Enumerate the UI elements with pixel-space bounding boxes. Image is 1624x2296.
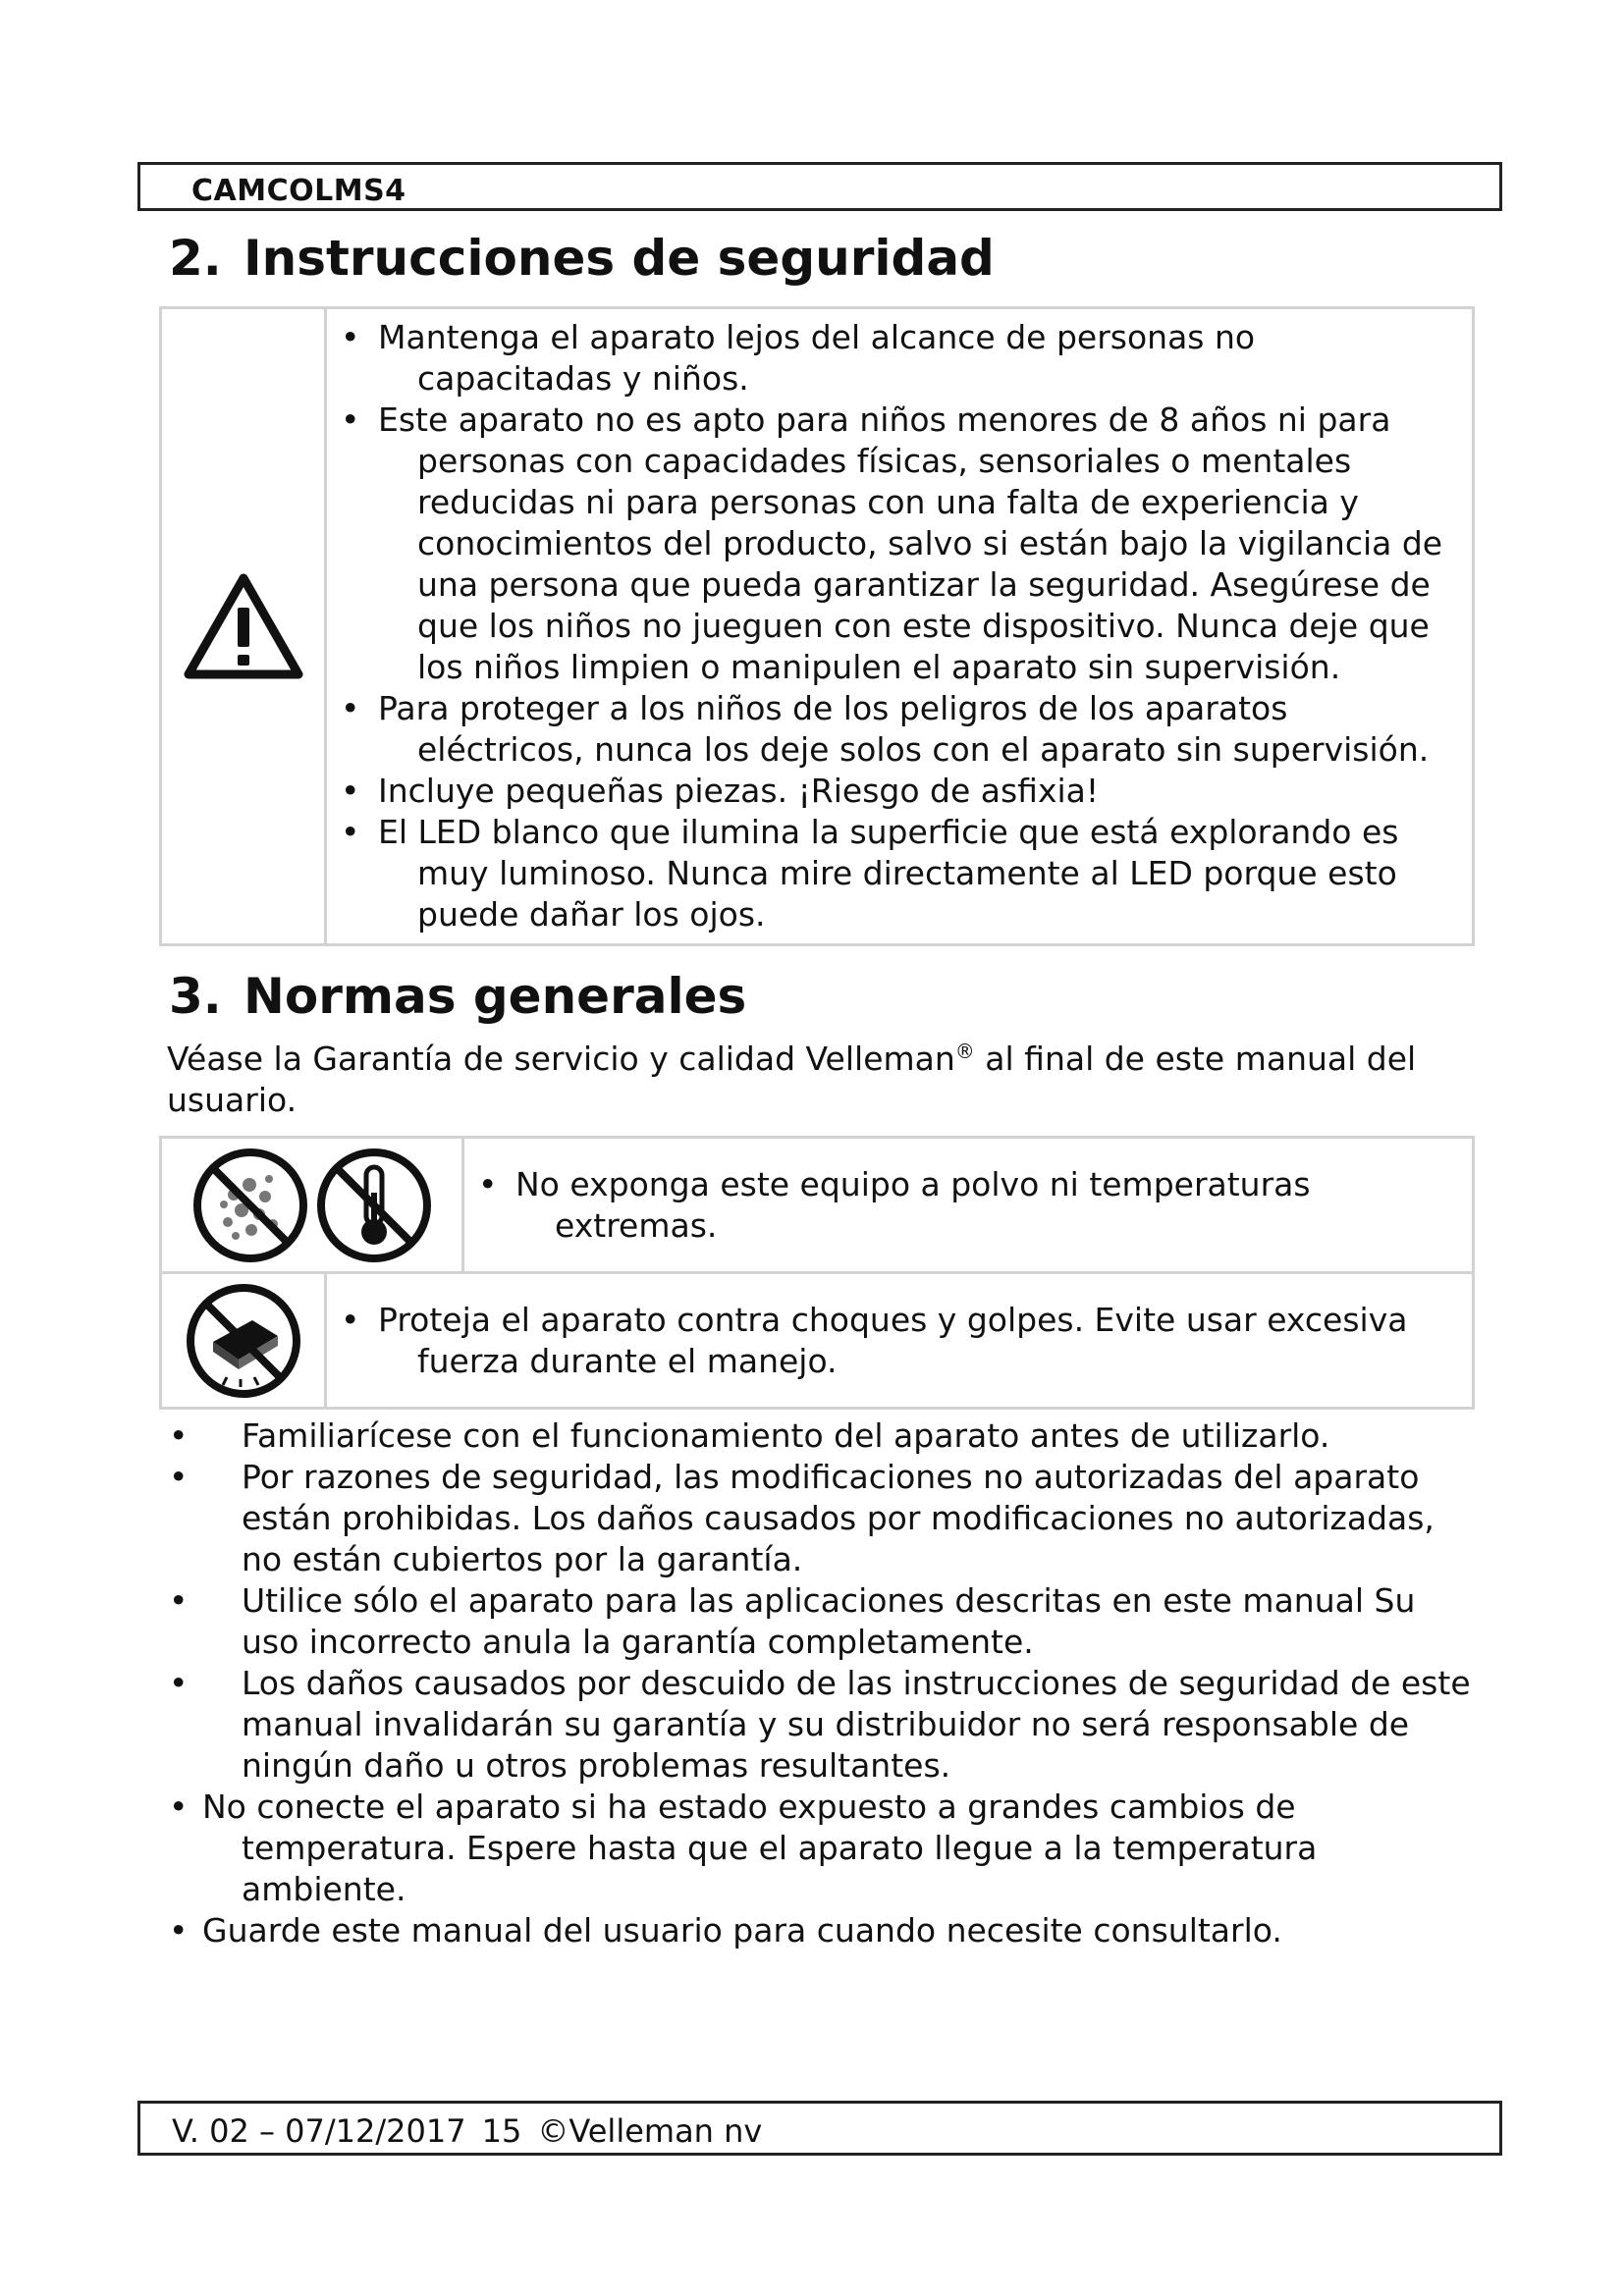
footer-bar: [137, 2101, 1502, 2156]
shock-text-cell: [327, 1274, 1472, 1407]
list-item: • Incluye pequeñas piezas. ¡Riesgo de asfixia!: [337, 771, 1454, 812]
warranty-intro: Véase la Garantía de servicio y calidad Velleman® al final de este manual del usuario.: [167, 1040, 1417, 1119]
shock-icon-cell: [162, 1274, 327, 1407]
list-item: • Este aparato no es apto para niños menores de 8 años ni para personas con capacidades físicas, sensoriales o mentales reducidas ni para personas con una falta de experiencia y conocimientos del producto, salvo si están bajo la vigilancia de una persona que pueda garantizar la seguridad. Asegúrese de que los niños no jueguen con este dispositivo. Nunca deje que los niños limpien o manipulen el aparato sin supervisión.: [337, 400, 1454, 688]
warning-triangle-icon: [183, 572, 304, 680]
list-item: • Familiarícese con el funcionamiento del aparato antes de utilizarlo.: [165, 1415, 1481, 1457]
section-3-heading: 3. Normas generales: [169, 968, 747, 1025]
list-item: • Proteja el aparato contra choques y golpes. Evite usar excesiva fuerza durante el manejo.: [337, 1300, 1454, 1382]
general-row: [162, 1271, 1472, 1407]
dust-temp-text-cell: [464, 1139, 1472, 1271]
model-name: CAMCOLMS4: [191, 174, 406, 208]
general-table: [159, 1136, 1475, 1410]
safety-row: [162, 309, 1472, 943]
general-rules-list: [165, 1415, 1481, 1951]
section-2-heading: 2. Instrucciones de seguridad: [169, 230, 995, 287]
list-item: • Guarde este manual del usuario para cuando necesite consultarlo.: [165, 1910, 1481, 1951]
dust-temp-icons-cell: [162, 1139, 464, 1271]
list-item: • No exponga este equipo a polvo ni temperaturas extremas.: [474, 1164, 1454, 1247]
list-item: • Mantenga el aparato lejos del alcance de personas no capacitadas y niños.: [337, 317, 1454, 400]
copyright: ©Velleman nv: [537, 2112, 763, 2150]
list-item: • Utilice sólo el aparato para las aplicaciones descritas en este manual Su uso incorrecto anula la garantía completamente.: [165, 1580, 1481, 1663]
safety-text-cell: [327, 309, 1472, 943]
page-number: 15: [481, 2112, 522, 2150]
no-temperature-icon: [314, 1146, 434, 1265]
no-dust-icon: [190, 1146, 310, 1265]
safety-table: [159, 306, 1475, 946]
list-item: • El LED blanco que ilumina la superficie que está explorando es muy luminoso. Nunca mire directamente al LED porque esto puede dañar los ojos.: [337, 812, 1454, 935]
list-item: • Para proteger a los niños de los peligros de los aparatos eléctricos, nunca los deje solos con el aparato sin supervisión.: [337, 688, 1454, 771]
list-item: • Los daños causados por descuido de las instrucciones de seguridad de este manual invalidarán su garantía y su distribuidor no será responsable de ningún daño u otros problemas resultantes.: [165, 1663, 1481, 1787]
general-row: [162, 1139, 1472, 1271]
list-item: • Por razones de seguridad, las modificaciones no autorizadas del aparato están prohibidas. Los daños causados por modificaciones no autorizadas, no están cubiertos por la garantía.: [165, 1457, 1481, 1580]
warning-cell: [162, 309, 327, 943]
no-shock-icon: [184, 1281, 303, 1401]
version-date: V. 02 – 07/12/2017: [172, 2112, 466, 2150]
list-item: • No conecte el aparato si ha estado expuesto a grandes cambios de temperatura. Espere hasta que el aparato llegue a la temperatura ambiente.: [165, 1787, 1481, 1910]
header-bar: [137, 162, 1502, 211]
